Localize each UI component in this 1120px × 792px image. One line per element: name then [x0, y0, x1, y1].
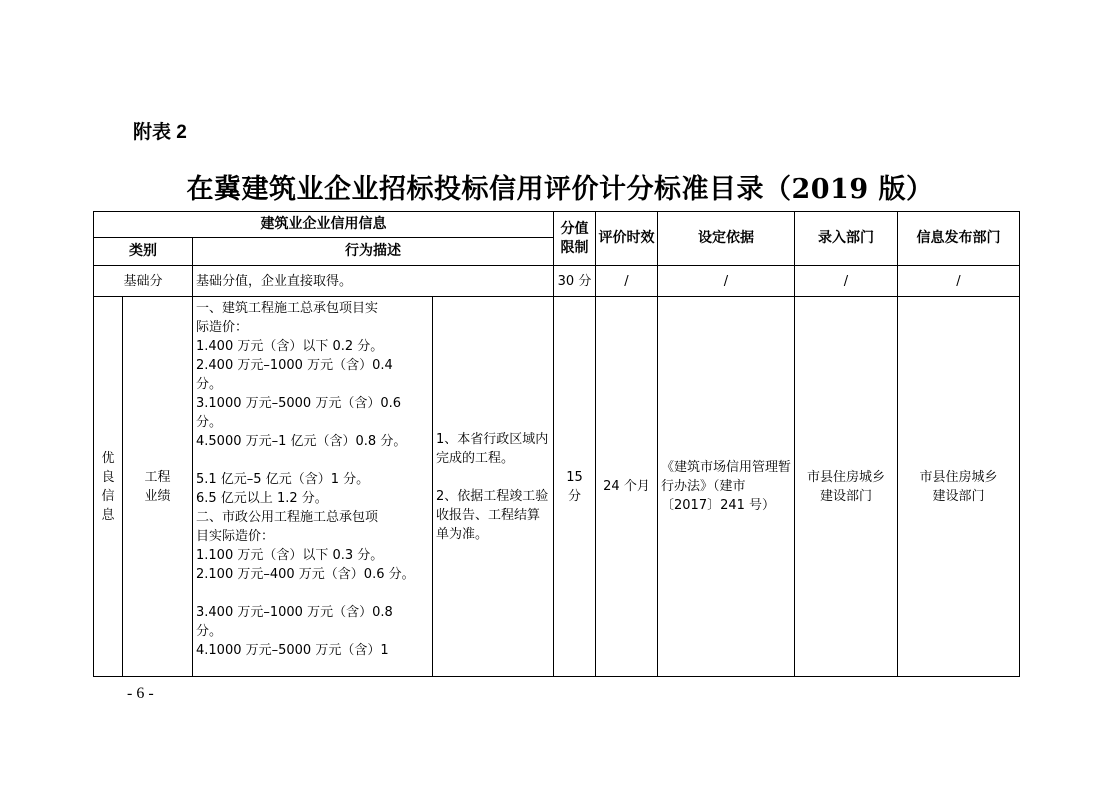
description-line: 5.1 亿元–5 亿元（含）1 分。: [196, 472, 370, 487]
description-line: 1.100 万元（含）以下 0.3 分。: [196, 548, 384, 563]
header-publish-dept: 信息发布部门: [898, 212, 1020, 266]
base-score: 30 分: [554, 266, 596, 297]
condition-item: 2、依据工程竣工验收报告、工程结算单为准。: [436, 488, 549, 542]
quality-score-text: 15 分: [566, 469, 583, 504]
description-line: 1.400 万元（含）以下 0.2 分。: [196, 339, 384, 354]
condition-item: 1、本省行政区域内完成的工程。: [436, 431, 549, 466]
description-line: 2.400 万元–1000 万元（含）0.4: [196, 358, 393, 373]
description-line: [196, 584, 429, 603]
quality-group: [94, 297, 123, 677]
publish-dept-text: 市县住房城乡建设部门: [919, 469, 998, 504]
description-line: 分。: [196, 415, 223, 430]
header-credit-info: 建筑业企业信用信息: [94, 212, 554, 238]
header-basis: 设定依据: [658, 212, 795, 266]
description-cell: [193, 297, 433, 677]
quality-publish-dept: [898, 297, 1020, 677]
quality-basis: 《建筑市场信用管理暂行办法》（建市〔2017〕241 号）: [658, 297, 795, 677]
document-title: 在冀建筑业企业招标投标信用评价计分标准目录（2019 版）: [186, 174, 934, 205]
header-behavior: 行为描述: [193, 238, 554, 266]
page-number: - 6 -: [127, 685, 154, 702]
base-publish-dept: /: [898, 266, 1020, 297]
base-category: 基础分: [94, 266, 193, 297]
sub-category: [123, 297, 193, 677]
base-description: 基础分值，企业直接取得。: [193, 266, 554, 297]
description-line: 6.5 亿元以上 1.2 分。: [196, 491, 328, 506]
description-line: 二、市政公用工程施工总承包项: [196, 510, 379, 525]
header-eval-validity: 评价时效: [596, 212, 658, 266]
conditions-cell: [433, 297, 554, 677]
quality-entry-dept: [795, 297, 898, 677]
quality-group-label: 优良信息: [101, 450, 115, 523]
description-line: 3.400 万元–1000 万元（含）0.8: [196, 605, 393, 620]
base-basis: /: [658, 266, 795, 297]
description-line: [196, 451, 429, 470]
description-line: 3.1000 万元–5000 万元（含）0.6: [196, 396, 402, 411]
description-line: 2.100 万元–400 万元（含）0.6 分。: [196, 567, 415, 582]
base-entry-dept: /: [795, 266, 898, 297]
description-line: 分。: [196, 377, 223, 392]
description-lines: [193, 297, 432, 662]
quality-validity: 24 个月: [596, 297, 658, 677]
description-line: 一、建筑工程施工总承包项目实: [196, 301, 379, 316]
description-line: 际造价：: [196, 320, 249, 335]
credit-standard-table: [93, 211, 1020, 677]
conditions: [433, 428, 553, 546]
header-category: 类别: [94, 238, 193, 266]
description-line: 4.5000 万元–1 亿元（含）0.8 分。: [196, 434, 407, 449]
description-line: 分。: [196, 624, 223, 639]
entry-dept-text: 市县住房城乡建设部门: [807, 469, 886, 504]
base-validity: /: [596, 266, 658, 297]
sub-category-label: 工程业绩: [144, 469, 171, 504]
description-line: 目实际造价：: [196, 529, 275, 544]
header-score-limit: 分值限制: [554, 212, 596, 266]
description-line: 4.1000 万元–5000 万元（含）1: [196, 643, 389, 658]
header-entry-dept: 录入部门: [795, 212, 898, 266]
quality-score: [554, 297, 596, 677]
annex-label: 附表 2: [133, 122, 187, 143]
